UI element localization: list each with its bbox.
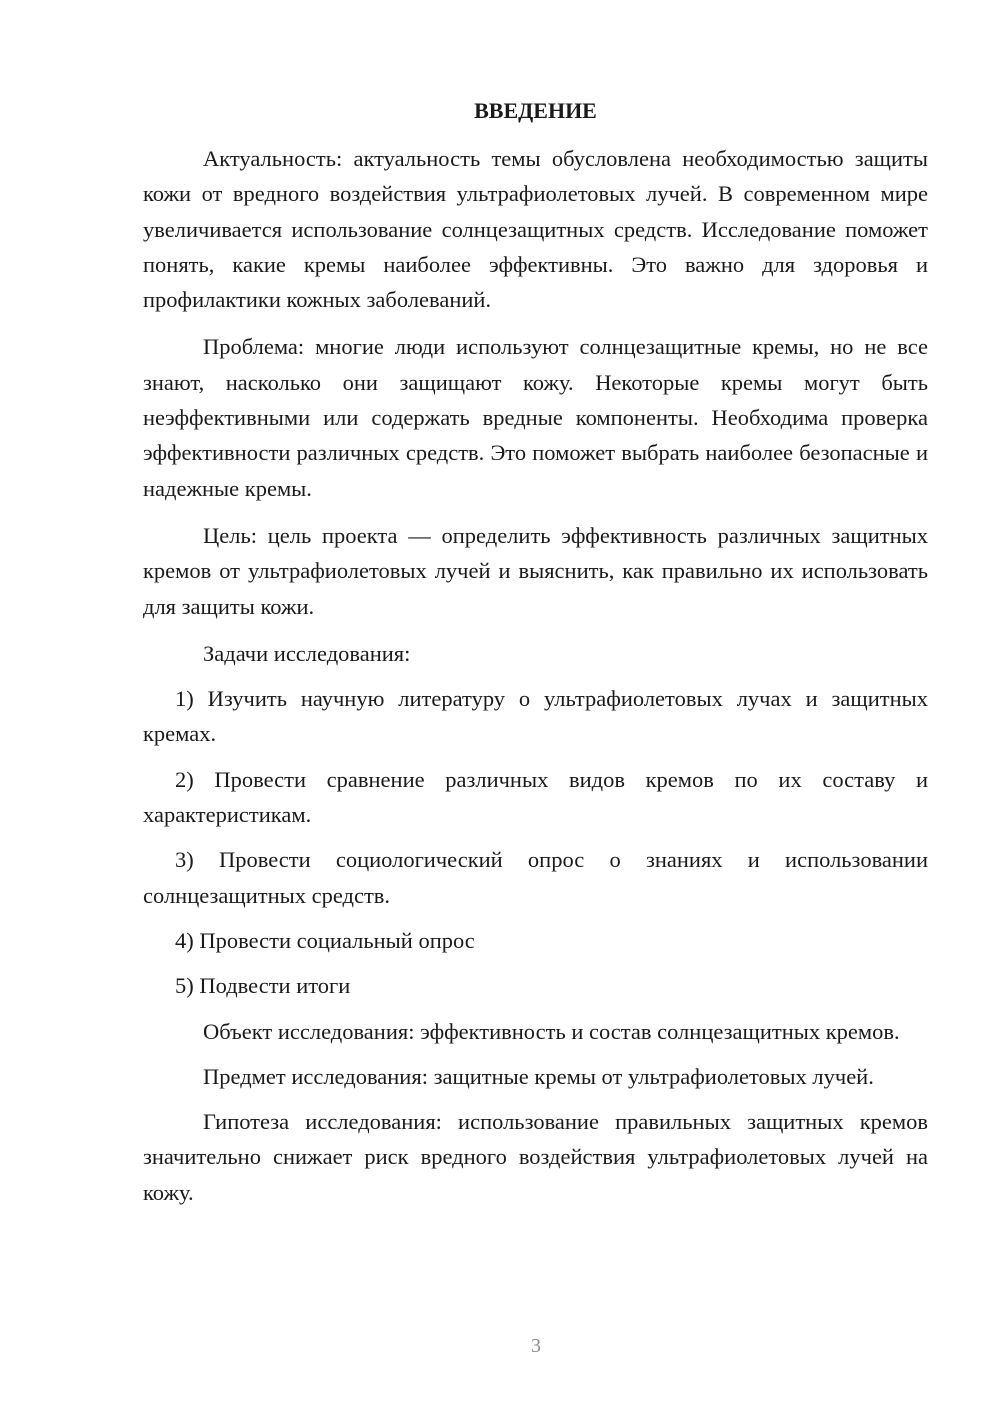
- paragraph-goal: Цель: цель проекта — определить эффективность различных защитных кремов от ультрафиолетовых лучей и выяснить, как правильно их использовать для защиты кожи.: [143, 522, 928, 619]
- list-item: 5) Подвести итоги: [175, 973, 351, 999]
- task-list: [143, 681, 928, 1003]
- page-content: [143, 95, 928, 1210]
- page-title: ВВЕДЕНИЕ: [474, 98, 597, 123]
- list-item: 3) Провести социологический опрос о знаниях и использовании солнцезащитных средств.: [143, 847, 928, 908]
- paragraph-relevance: Актуальность: актуальность темы обусловлена необходимостью защиты кожи от вредного воздействия ультрафиолетовых лучей. В современном мире увеличивается использование солнцезащитных средств. Исследование поможет понять, какие кремы наиболее эффективны. Это важно для здоровья и профилактики кожных заболеваний.: [143, 146, 928, 313]
- paragraph-problem: Проблема: многие люди используют солнцезащитные кремы, но не все знают, насколько они защищают кожу. Некоторые кремы могут быть неэффективными или содержать вредные компоненты. Необходима проверка эффективности различных средств. Это поможет выбрать наиболее безопасные и надежные кремы.: [143, 334, 928, 501]
- paragraph-object: Объект исследования: эффективность и состав солнцезащитных кремов.: [203, 1018, 900, 1044]
- paragraph-hypothesis: Гипотеза исследования: использование правильных защитных кремов значительно снижает риск вредного воздействия ультрафиолетовых лучей на кожу.: [143, 1109, 928, 1205]
- list-item: 2) Провести сравнение различных видов кремов по их составу и характеристикам.: [143, 766, 928, 828]
- list-item: 1) Изучить научную литературу о ультрафиолетовых лучах и защитных кремах.: [143, 686, 928, 747]
- paragraph-subject: Предмет исследования: защитные кремы от ультрафиолетовых лучей.: [203, 1063, 874, 1089]
- paragraph-tasks-heading: Задачи исследования:: [203, 640, 411, 666]
- page-number: 3: [531, 1335, 541, 1357]
- list-item: 4) Провести социальный опрос: [175, 927, 475, 953]
